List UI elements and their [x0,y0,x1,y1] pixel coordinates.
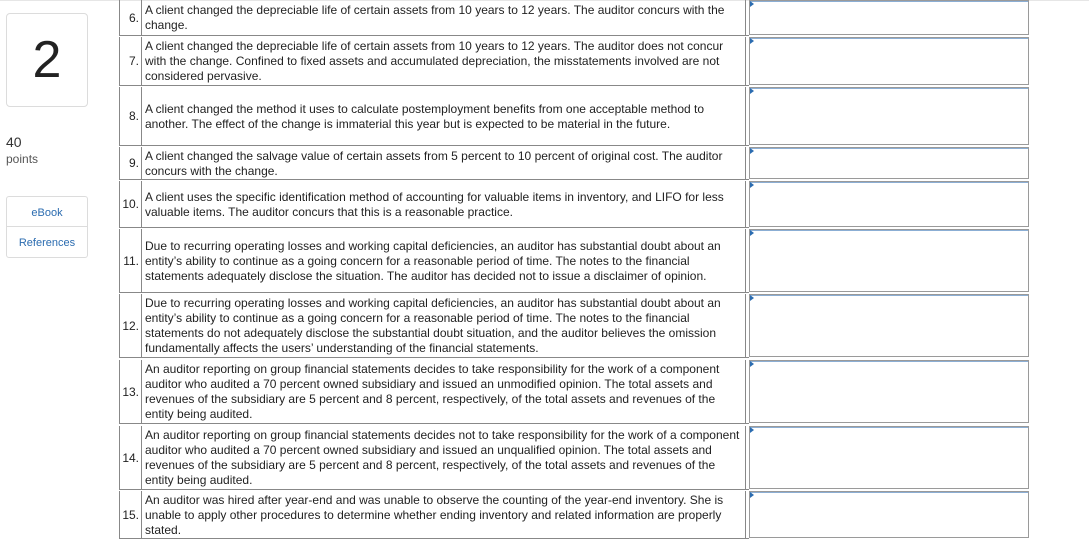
dropdown-top-border [750,1,1028,2]
row-statement [142,0,746,35]
points-value: 40 [6,134,22,150]
row-statement-text: A client changed the depreciable life of certain assets from 10 years to 12 years. The auditor does not concur with the change. Confined to fixed assets and accumulated depreciation, the misstatements involved are not considered pervasive. [145,39,724,83]
dropdown-marker-icon [750,492,754,498]
resources-panel [6,196,88,258]
row-divider [119,292,749,293]
answer-dropdown[interactable] [749,147,1029,179]
row-number: 6. [119,0,142,35]
dropdown-top-border [750,88,1028,89]
dropdown-top-border [750,492,1028,493]
row-divider [119,227,749,228]
row-number: 11. [119,229,142,292]
row-number: 12. [119,294,142,357]
dropdown-marker-icon [750,88,754,94]
row-statement [142,147,746,179]
row-statement-text: A client changed the method it uses to calculate postemployment benefits from one acceptable method to another. The effect of the change is immaterial this year but is expected to be material in the future. [145,101,705,131]
dropdown-marker-icon [750,427,754,433]
references-link[interactable]: References [18,237,76,249]
table-row [119,37,1031,85]
row-statement-text: Due to recurring operating losses and working capital deficiencies, an auditor has substantial doubt about an entity’s ability to continue as a going concern for a reasonable period of time. The notes to the financial statements adequately disclose the situation. The auditor has decided not to issue a disclaimer of opinion. [145,238,721,283]
row-statement [142,360,746,423]
row-divider [119,489,749,490]
points-label: points [6,152,39,166]
answer-dropdown[interactable] [749,37,1029,85]
answer-dropdown[interactable] [749,491,1029,538]
row-divider [119,423,749,424]
row-divider [119,179,749,180]
table-row [119,87,1031,145]
resources-divider [7,226,87,227]
dropdown-top-border [750,427,1028,428]
row-number: 15. [119,491,142,538]
row-statement-text: An auditor reporting on group financial statements decides not to take responsibility for the work of a component auditor who audited a 70 percent owned subsidiary and issued an unqualified opinion. The total assets and revenues of the subsidiary are 5 percent and 8 percent, respectively, of the total assets and revenues of the entity being audited. [145,428,740,487]
row-statement-text: An auditor was hired after year-end and was unable to observe the counting of the year-end inventory. She is unable to apply other procedures to determine whether ending inventory and related information are properly stated. [145,492,724,537]
dropdown-top-border [750,38,1028,39]
dropdown-top-border [750,295,1028,296]
row-number: 8. [119,87,142,145]
row-statement [142,181,746,227]
table-row [119,294,1031,357]
dropdown-top-border [750,182,1028,183]
answer-dropdown[interactable] [749,87,1029,145]
row-statement [142,37,746,85]
table-row [119,181,1031,227]
row-statement-text: A client uses the specific identification method of accounting for valuable items in inventory, and LIFO for less valuable items. The auditor concurs that this is a reasonable practice. [145,189,724,219]
answer-dropdown[interactable] [749,181,1029,227]
dropdown-marker-icon [750,295,754,301]
row-statement [142,426,746,489]
row-number: 9. [119,147,142,179]
table-row [119,147,1031,179]
dropdown-marker-icon [750,361,754,367]
row-divider [119,85,749,86]
table-row [119,491,1031,538]
row-divider [119,357,749,358]
answer-dropdown[interactable] [749,360,1029,423]
row-statement-text: A client changed the depreciable life of certain assets from 10 years to 12 years. The auditor concurs with the change. [145,3,725,32]
row-number: 7. [119,37,142,85]
dropdown-top-border [750,230,1028,231]
row-statement-text: An auditor reporting on group financial statements decides to take responsibility for the work of a component auditor who audited a 70 percent owned subsidiary and issued an unmodified opinion. The total assets and revenues of the subsidiary are 5 percent and 8 percent, respectively, of the total assets and revenues of the entity being audited. [145,362,720,421]
row-statement [142,87,746,145]
dropdown-marker-icon [750,182,754,188]
dropdown-top-border [750,148,1028,149]
dropdown-marker-icon [750,230,754,236]
ebook-link[interactable]: eBook [31,207,63,219]
table-row [119,426,1031,489]
answer-dropdown[interactable] [749,294,1029,357]
row-number: 14. [119,426,142,489]
row-statement [142,229,746,292]
table-row [119,0,1031,35]
row-statement [142,294,746,357]
row-statement-text: Due to recurring operating losses and working capital deficiencies, an auditor has substantial doubt about an entity’s ability to continue as a going concern for a reasonable period of time. The notes to the financial statements do not adequately disclose the substantial doubt situation, and the auditor believes the omission fundamentally affects the users’ understanding of the financial statements. [145,296,721,355]
row-number: 10. [119,181,142,227]
dropdown-marker-icon [750,38,754,44]
question-number: 2 [6,13,88,107]
row-number: 13. [119,360,142,423]
row-divider [119,145,749,146]
table-row [119,360,1031,423]
dropdown-marker-icon [750,148,754,154]
answer-dropdown[interactable] [749,229,1029,292]
answer-dropdown[interactable] [749,0,1029,35]
row-statement [142,491,746,538]
table-row [119,229,1031,292]
dropdown-marker-icon [750,1,754,7]
row-divider [119,35,749,36]
dropdown-top-border [750,361,1028,362]
row-statement-text: A client changed the salvage value of certain assets from 5 percent to 10 percent of original cost. The auditor concurs with the change. [145,148,723,178]
answer-dropdown[interactable] [749,426,1029,489]
